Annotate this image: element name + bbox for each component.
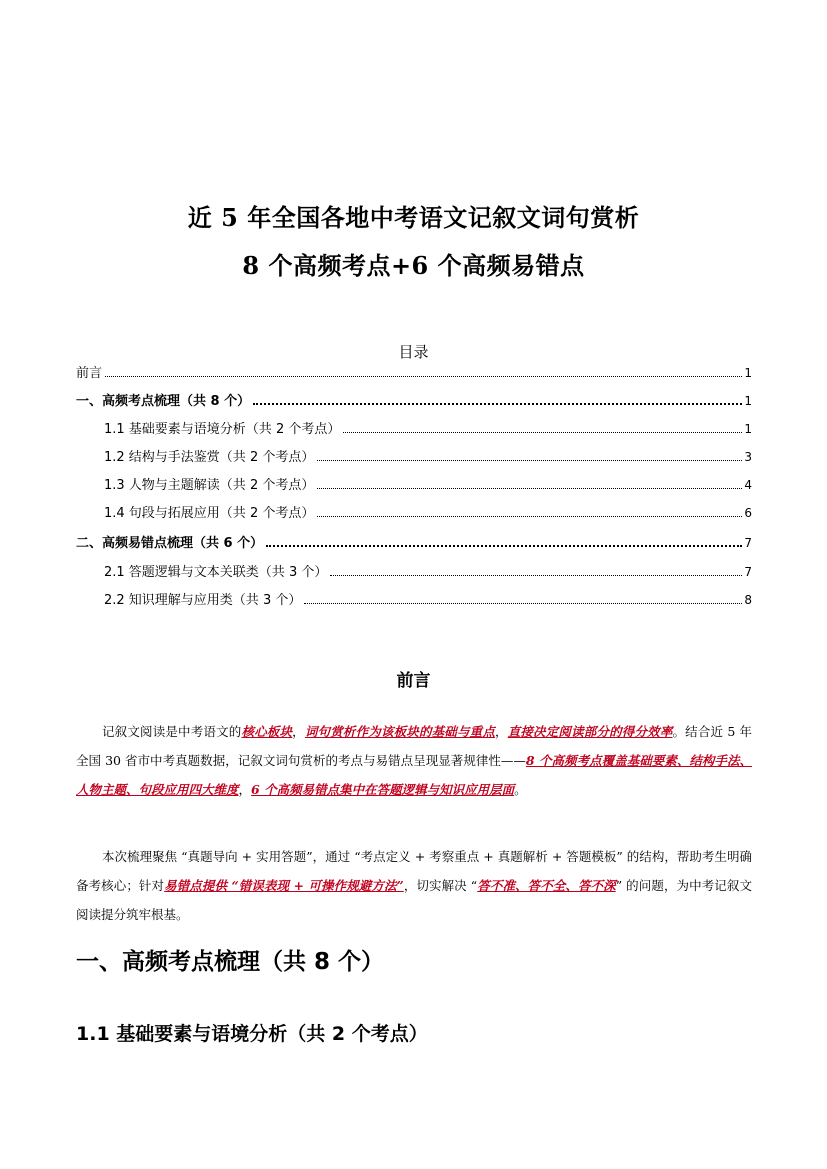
toc-entry-page: 3 bbox=[744, 450, 752, 464]
toc-entry-page: 1 bbox=[744, 422, 752, 436]
preface-text: 。 bbox=[514, 781, 527, 797]
toc-leader-dots bbox=[266, 544, 742, 547]
preface-paragraph-1 bbox=[76, 717, 752, 804]
highlight-text: 6 个高频易错点集中在答题逻辑与知识应用层面 bbox=[251, 781, 515, 797]
subsection-heading-1-1: 1.1 基础要素与语境分析（共 2 个考点） bbox=[76, 1023, 428, 1045]
highlight-text: 8 个高频考点覆盖基础要素、结构手法、人物主题、句段应用四大维度 bbox=[76, 752, 752, 797]
preface-text: 。结合近 5 年全国 30 省市中考真题数据，记叙文词句赏析的考点与易错点呈现显著规律性—— bbox=[76, 723, 752, 768]
highlight-text: 答不准、答不全、答不深 bbox=[477, 877, 616, 893]
toc-entry-label: 1.4 句段与拓展应用（共 2 个考点） bbox=[104, 506, 315, 521]
toc-entry-label: 2.1 答题逻辑与文本关联类（共 3 个） bbox=[104, 565, 328, 580]
preface-text: ” 的问题，为中考记叙文阅读提分筑牢根基。 bbox=[76, 877, 752, 922]
document-title-line-2: 8 个高频考点+6 个高频易错点 bbox=[242, 251, 585, 280]
toc-leader-dots bbox=[253, 402, 742, 405]
toc-entry-label: 1.3 人物与主题解读（共 2 个考点） bbox=[104, 478, 315, 493]
toc-entry-label: 2.2 知识理解与应用类（共 3 个） bbox=[104, 593, 302, 608]
toc-entry-2-1[interactable] bbox=[104, 561, 752, 581]
toc-entry-section-1[interactable] bbox=[76, 390, 752, 410]
highlight-text: 词句赏析作为该板块的基础与重点 bbox=[304, 723, 496, 739]
toc-entry-page: 7 bbox=[744, 565, 752, 579]
toc-leader-dots bbox=[317, 487, 742, 489]
toc-entry-page: 1 bbox=[744, 394, 752, 408]
document-title-line-1: 近 5 年全国各地中考语文记叙文词句赏析 bbox=[187, 203, 640, 232]
toc-entry-label: 1.2 结构与手法鉴赏（共 2 个考点） bbox=[104, 450, 315, 465]
toc-entry-page: 1 bbox=[744, 366, 752, 380]
preface-heading: 前言 bbox=[396, 671, 431, 691]
preface-text: ， bbox=[495, 723, 508, 739]
toc-entry-page: 4 bbox=[744, 478, 752, 492]
toc-leader-dots bbox=[304, 602, 742, 604]
toc-entry-preface[interactable] bbox=[76, 362, 752, 382]
toc-leader-dots bbox=[330, 574, 742, 576]
toc-entry-1-2[interactable] bbox=[104, 446, 752, 466]
toc-heading: 目录 bbox=[398, 343, 429, 361]
preface-text: ， bbox=[238, 781, 252, 797]
toc-entry-label: 二、高频易错点梳理（共 6 个） bbox=[76, 536, 264, 551]
highlight-text: 易错点提供 “错误表现 + 可操作规避方法” bbox=[164, 877, 404, 893]
toc-entry-section-2[interactable] bbox=[76, 532, 752, 552]
toc-entry-page: 8 bbox=[744, 593, 752, 607]
highlight-text: 核心板块 bbox=[241, 723, 293, 739]
toc-entry-1-4[interactable] bbox=[104, 502, 752, 522]
preface-paragraph-2 bbox=[76, 842, 752, 929]
preface-text: ， bbox=[292, 723, 305, 739]
toc-entry-1-1[interactable] bbox=[104, 418, 752, 438]
preface-text: ，切实解决 “ bbox=[403, 877, 478, 893]
toc-entry-label: 一、高频考点梳理（共 8 个） bbox=[76, 394, 251, 409]
preface-text: 本次梳理聚焦 “真题导向 + 实用答题”，通过 “考点定义 + 考察重点 + 真题解析 + 答题模板” 的结构，帮助考生明确备考核心；针对 bbox=[76, 848, 752, 893]
toc-leader-dots bbox=[317, 515, 742, 517]
toc-leader-dots bbox=[317, 459, 742, 461]
toc-leader-dots bbox=[105, 375, 742, 377]
toc-entry-2-2[interactable] bbox=[104, 589, 752, 609]
highlight-text: 直接决定阅读部分的得分效率 bbox=[507, 723, 673, 739]
toc-entry-page: 6 bbox=[744, 506, 752, 520]
toc-entry-label: 前言 bbox=[76, 366, 103, 381]
section-heading-1: 一、高频考点梳理（共 8 个） bbox=[76, 949, 385, 975]
toc-entry-page: 7 bbox=[744, 536, 752, 550]
preface-text: 记叙文阅读是中考语文的 bbox=[102, 723, 242, 739]
toc-entry-label: 1.1 基础要素与语境分析（共 2 个考点） bbox=[104, 422, 341, 437]
toc-entry-1-3[interactable] bbox=[104, 474, 752, 494]
toc-leader-dots bbox=[343, 431, 742, 433]
